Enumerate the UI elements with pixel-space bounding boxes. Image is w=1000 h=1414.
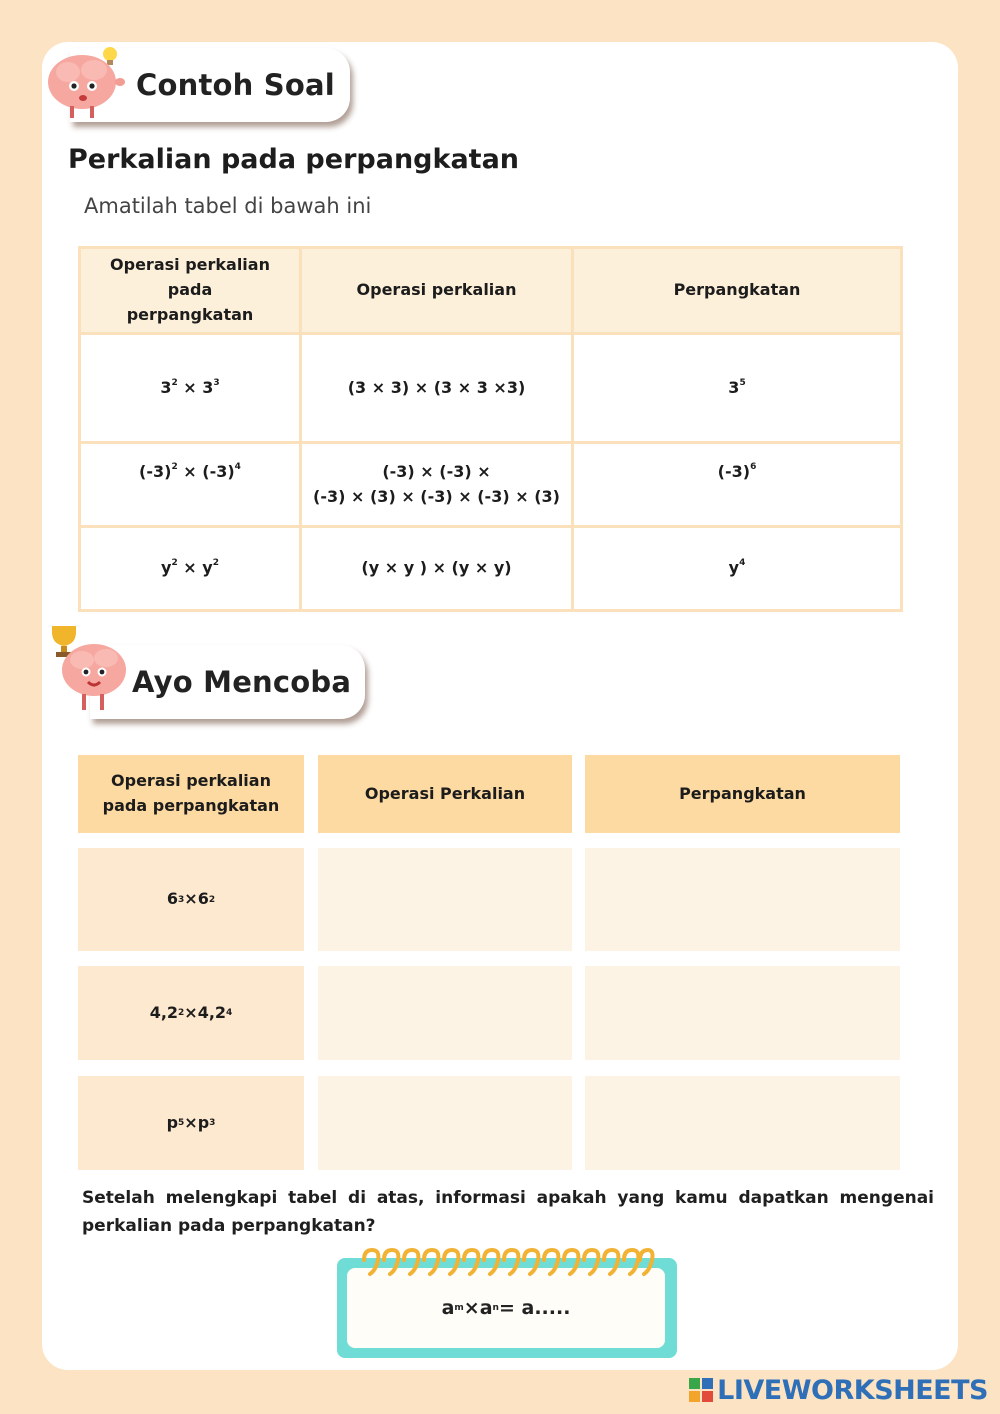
base: a	[441, 1297, 455, 1319]
example-power-cell	[573, 334, 902, 443]
example-power-cell	[573, 443, 902, 527]
base: 3	[160, 377, 172, 397]
multiplication-line-2: (-3) × (3) × (-3) × (-3) × (3)	[313, 486, 560, 506]
base: 4,2	[149, 1002, 179, 1022]
times-sign: ×	[177, 462, 203, 481]
multiplication-line-1: (-3) × (-3) ×	[382, 461, 491, 481]
example-expression-cell	[80, 527, 301, 611]
practice-header-cell: Operasi Perkalian	[318, 755, 572, 833]
practice-header-cell	[78, 755, 304, 833]
practice-header-cell: Perpangkatan	[585, 755, 900, 833]
practice-header-text: Operasi perkalian pada perpangkatan	[102, 771, 280, 815]
power-answer-field[interactable]	[585, 966, 900, 1060]
base: p	[166, 1112, 179, 1132]
base: y	[161, 558, 172, 578]
example-header-text: Operasi perkalian pada perpangkatan	[110, 255, 270, 324]
liveworksheets-brand	[689, 1372, 988, 1408]
example-table-header-row	[80, 248, 902, 334]
example-header-cell: Operasi perkalian	[301, 248, 573, 334]
base: (-3)	[717, 462, 751, 481]
times-sign: ×	[184, 889, 198, 909]
multiplication-answer-field[interactable]	[318, 1076, 572, 1170]
brain-mascot-icon	[40, 44, 130, 124]
times-sign: ×	[177, 558, 203, 578]
example-table	[78, 246, 903, 612]
exponent: 6	[750, 462, 757, 472]
exponent: 4	[739, 558, 746, 569]
base: (-3)	[139, 462, 172, 481]
brain-mascot-trophy-icon	[46, 622, 136, 718]
notebook-rings-icon	[360, 1246, 656, 1280]
example-table-row	[80, 527, 902, 611]
exponent: 2	[171, 462, 178, 472]
example-expression-cell	[80, 443, 301, 527]
section-instruction: Amatilah tabel di bawah ini	[84, 194, 372, 218]
exponent: 2	[212, 558, 219, 569]
multiplication-answer-field[interactable]	[318, 966, 572, 1060]
example-table-row	[80, 334, 902, 443]
base: 3	[728, 377, 740, 397]
times-sign: ×	[177, 377, 203, 397]
example-table-row	[80, 443, 902, 527]
times-sign: ×	[184, 1002, 198, 1022]
example-header-cell	[80, 248, 301, 334]
base: 6	[166, 889, 179, 909]
exponent: 2	[171, 377, 178, 388]
brand-wordmark: LIVEWORKSHEETS	[717, 1374, 988, 1406]
base: a	[479, 1297, 493, 1319]
exponent: 3	[213, 377, 220, 388]
times-sign: ×	[184, 1112, 198, 1132]
practice-expression-cell: p 5 × p 3	[78, 1076, 304, 1170]
base: p	[197, 1112, 210, 1132]
example-multiplication-cell: (y × y ) × (y × y)	[301, 527, 573, 611]
liveworksheets-logo-icon	[689, 1378, 713, 1402]
base: (-3)	[202, 462, 235, 481]
base: 6	[197, 889, 209, 909]
base: y	[202, 558, 213, 578]
base: 3	[202, 377, 214, 397]
base: y	[728, 558, 740, 578]
practice-expression-cell: 4,2 2 × 4,2 4	[78, 966, 304, 1060]
formula-result: = a.....	[498, 1297, 571, 1319]
base: 4,2	[197, 1002, 227, 1022]
practice-expression-cell: 6 3 × 6 2	[78, 848, 304, 951]
banner-title: Ayo Mencoba	[132, 665, 352, 699]
power-answer-field[interactable]	[585, 848, 900, 951]
reflection-question: Setelah melengkapi tabel di atas, informasi apakah yang kamu dapatkan mengenai perkalian pada perpangkatan?	[82, 1188, 934, 1237]
section-title: Perkalian pada perpangkatan	[68, 144, 520, 175]
banner-title: Contoh Soal	[136, 68, 335, 102]
power-answer-field[interactable]	[585, 1076, 900, 1170]
example-header-cell: Perpangkatan	[573, 248, 902, 334]
multiplication-answer-field[interactable]	[318, 848, 572, 951]
times-sign: ×	[463, 1297, 480, 1319]
example-multiplication-cell	[301, 443, 573, 527]
example-expression-cell	[80, 334, 301, 443]
example-multiplication-cell: (3 × 3) × (3 × 3 ×3)	[301, 334, 573, 443]
exponent: 2	[171, 558, 178, 569]
example-power-cell	[573, 527, 902, 611]
exponent: 4	[234, 462, 241, 472]
formula-answer-field[interactable]: a m × a n = a.....	[347, 1268, 665, 1348]
exponent: 5	[739, 377, 746, 388]
